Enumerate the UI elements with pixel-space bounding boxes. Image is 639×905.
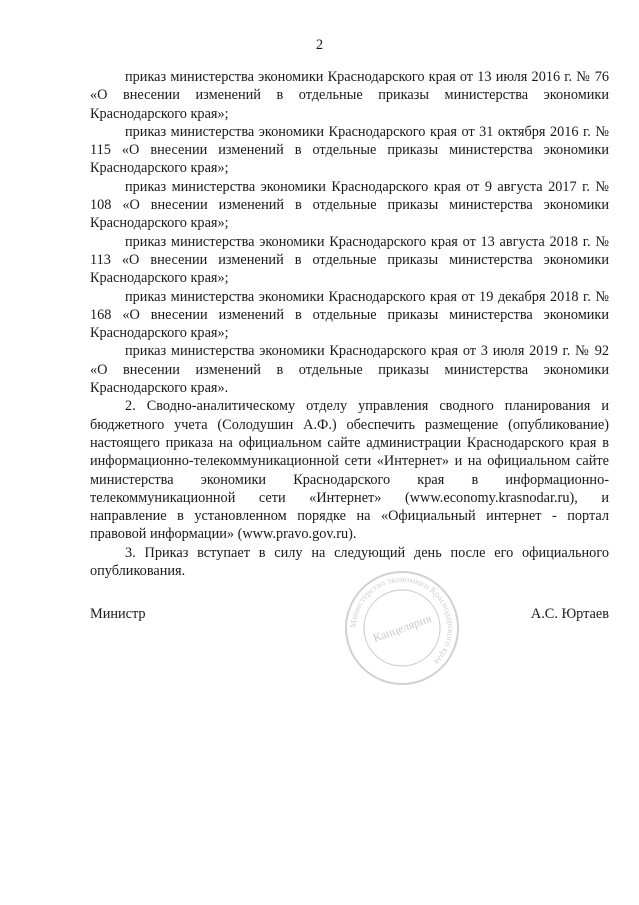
paragraph-order-2016-07: приказ министерства экономики Краснодарского края от 13 июля 2016 г. № 76 «О внесении изменений в отдельные приказы министерства экономики Краснодарского края»; — [90, 69, 609, 122]
office-stamp — [342, 568, 462, 688]
paragraph-item-3: 3. Приказ вступает в силу на следующий день после его официального опубликования. — [90, 544, 609, 580]
paragraph-order-2016-10: приказ министерства экономики Краснодарского края от 31 октября 2016 г. № 115 «О внесении изменений в отдельные приказы министерства экономики Краснодарского края»; — [90, 123, 609, 177]
paragraph-order-2018-12: приказ министерства экономики Краснодарского края от 19 декабря 2018 г. № 168 «О внесении изменений в отдельные приказы министерства экономики Краснодарского края»; — [90, 288, 609, 342]
paragraph-order-2019-07: приказ министерства экономики Краснодарского края от 3 июля 2019 г. № 92 «О внесении изменений в отдельные приказы министерства экономики Краснодарского края». — [90, 343, 609, 397]
page-number: 2 — [315, 37, 324, 53]
stamp-center-text: Канцелярия — [371, 611, 433, 645]
stamp-ring-text: Министерство экономики Краснодарского края — [347, 573, 457, 667]
paragraph-order-2018-08: приказ министерства экономики Краснодарского края от 13 августа 2018 г. № 113 «О внесении изменений в отдельные приказы министерства экономики Краснодарского края»; — [90, 233, 609, 287]
document-body — [90, 68, 609, 580]
paragraph-order-2017-08: приказ министерства экономики Краснодарского края от 9 августа 2017 г. № 108 «О внесении изменений в отдельные приказы министерства экономики Краснодарского края»; — [90, 178, 609, 232]
paragraph-item-2: 2. Сводно-аналитическому отделу управления сводного планирования и бюджетного учета (Солодушин А.Ф.) обеспечить размещение (опубликование) настоящего приказа на официальном сайте администрации Краснодарского края в информационно-телекоммуникационной сети «Интернет» и на официальном сайте министерства экономики Краснодарского края в информационно-телекоммуникационной сети «Интернет» (www.economy.krasnodar.ru), и направление в установленном порядке на «Официальный интернет - портал правовой информации» (www.pravo.gov.ru). — [90, 398, 609, 543]
signatory-name: А.С. Юртаев — [530, 606, 609, 622]
signatory-title: Министр — [90, 606, 146, 622]
